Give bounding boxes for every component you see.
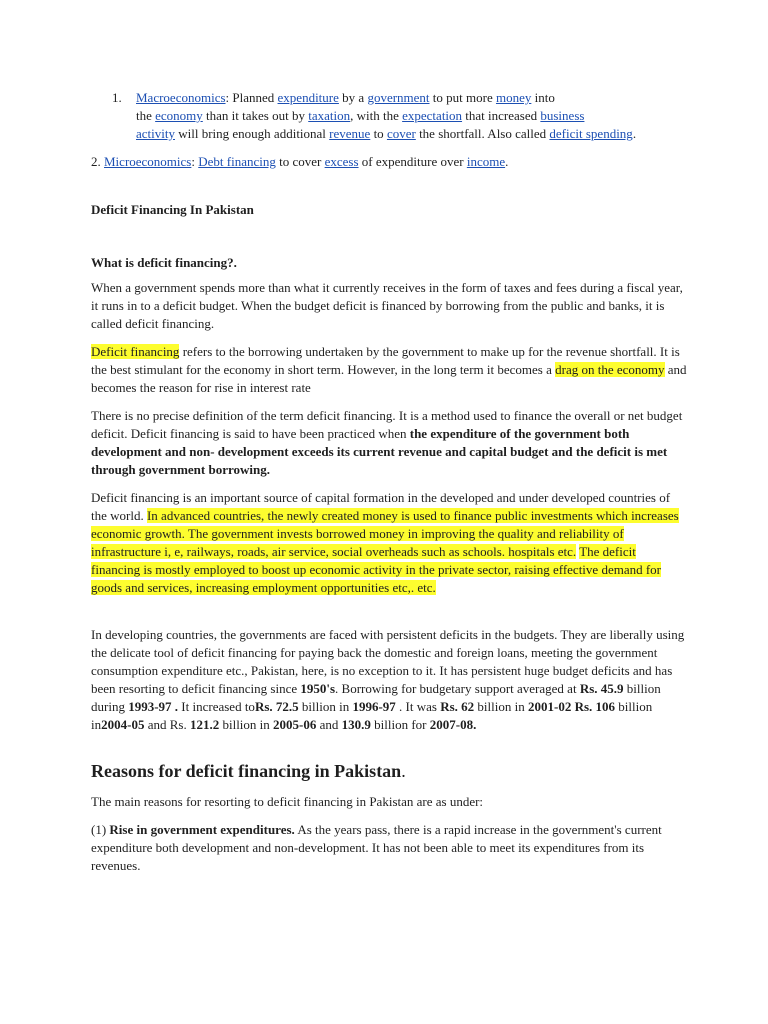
paragraph-developing-countries: In developing countries, the governments are faced with persistent deficits in the budgets. They are liberally using the delicate tool of deficit financing for paying back the domestic and foreign loans, meeting the government consumption expenditure etc., Pakistan, here, is no exception to it. It has persistent huge budget deficits and has been resorting to deficit financing since 1950's. Borrowing for budgetary support averaged at Rs. 45.9 billion during 1993-97 . It increased toRs. 72.5 billion in 1996-97 . It was Rs. 62 billion in 2001-02 Rs. 106 billion in2004-05 and Rs. 121.2 billion in 2005-06 and 130.9 billion for 2007-08. <box>91 627 685 732</box>
highlight-drag-on-economy: drag on the economy <box>555 362 665 377</box>
link-microeconomics[interactable]: Microeconomics <box>104 154 192 169</box>
link-activity[interactable]: activity <box>136 126 175 141</box>
link-expenditure[interactable]: expenditure <box>277 90 339 105</box>
link-money[interactable]: money <box>495 90 532 105</box>
paragraph-capital-formation: Deficit financing is an important source of capital formation in the developed and under developed countries of the world. In advanced countries, the newly created money is used to finance public investments which increases economic growth. The government invests borrowed money in improving the quality and reliability of infrastructure i, e, railways, roads, air service, social overheads such as schools. hospitals etc. The deficit financing is mostly employed to boost up economic activity in the private sector, raising effective demand for goods and services, increasing employment opportunities etc,. etc. <box>91 490 679 595</box>
list-number-2: 2. <box>91 154 104 169</box>
link-taxation[interactable]: taxation <box>308 108 351 123</box>
paragraph-definition: When a government spends more than what it currently receives in the form of taxes and fees during a fiscal year, it runs in to a deficit budget. When the budget deficit is financed by borrowing from the public and banks, it is called deficit financing. <box>91 280 683 331</box>
highlight-private-sector: The deficit financing is mostly employed to boost up economic activity in the private sector, raising effective demand for goods and services, increasing employment opportunities etc,. etc. <box>91 544 662 595</box>
paragraph-borrowing: Deficit financing refers to the borrowing undertaken by the government to make up for the revenue shortfall. It is the best stimulant for the economy in short term. However, in the long term it becomes a drag on the economy and becomes the reason for rise in interest rate <box>91 344 687 395</box>
link-government[interactable]: government <box>367 90 430 105</box>
highlight-advanced-countries: In advanced countries, the newly created money is used to finance public investments which increases economic growth. The government invests borrowed money in improving the quality and reliability of infrastructure i, e, railways, roads, air service, social overheads such as schools. hospitals etc. <box>91 508 679 559</box>
paragraph-precise-definition: There is no precise definition of the term deficit financing. It is a method used to finance the overall or net budget deficit. Deficit financing is said to have been practiced when the expenditure of the government both development and non- development exceeds its current revenue and capital budget and the deficit is met through government borrowing. <box>91 408 683 477</box>
link-economy[interactable]: economy <box>155 108 203 123</box>
paragraph-main-reasons: The main reasons for resorting to deficit financing in Pakistan are as under: <box>91 794 484 809</box>
link-revenue[interactable]: revenue <box>329 126 371 141</box>
paragraph-reason-1: (1) Rise in government expenditures. As the years pass, there is a rapid increase in the government's current expenditure both development and non-development. It has not been able to meet its expenditures from its revenues. <box>91 822 662 873</box>
section-heading-reasons: Reasons for deficit financing in Pakistan. <box>91 761 406 781</box>
list-item-2: 2. Microeconomics: Debt financing to cover excess of expenditure over income. <box>91 154 509 169</box>
section-heading-what-is: What is deficit financing?. <box>91 255 237 270</box>
link-debt-financing[interactable]: Debt financing <box>198 154 276 169</box>
section-heading-pakistan: Deficit Financing In Pakistan <box>91 202 254 217</box>
bold-rise-in-expenditures: Rise in government expenditures. <box>109 822 295 837</box>
link-macroeconomics[interactable]: Macroeconomics <box>136 90 226 105</box>
link-deficit-spending[interactable]: deficit spending <box>549 126 633 141</box>
link-income[interactable]: income <box>466 154 506 169</box>
list-item-1-text: Macroeconomics: Planned expenditure by a government to put more money into the economy than it takes out by taxation, with the expectation that increased business activity will bring enough additional revenue to cover the shortfall. Also called deficit spending. <box>136 90 637 141</box>
link-cover[interactable]: cover <box>386 126 416 141</box>
highlight-deficit-financing: Deficit financing <box>91 344 180 359</box>
link-excess[interactable]: excess <box>324 154 359 169</box>
list-number-1: 1. <box>112 90 122 105</box>
link-business[interactable]: business <box>540 108 585 123</box>
bold-definition: the expenditure of the government both development and non- development exceeds its current revenue and capital budget and the deficit is met through government borrowing. <box>91 426 668 477</box>
link-expectation[interactable]: expectation <box>402 108 463 123</box>
